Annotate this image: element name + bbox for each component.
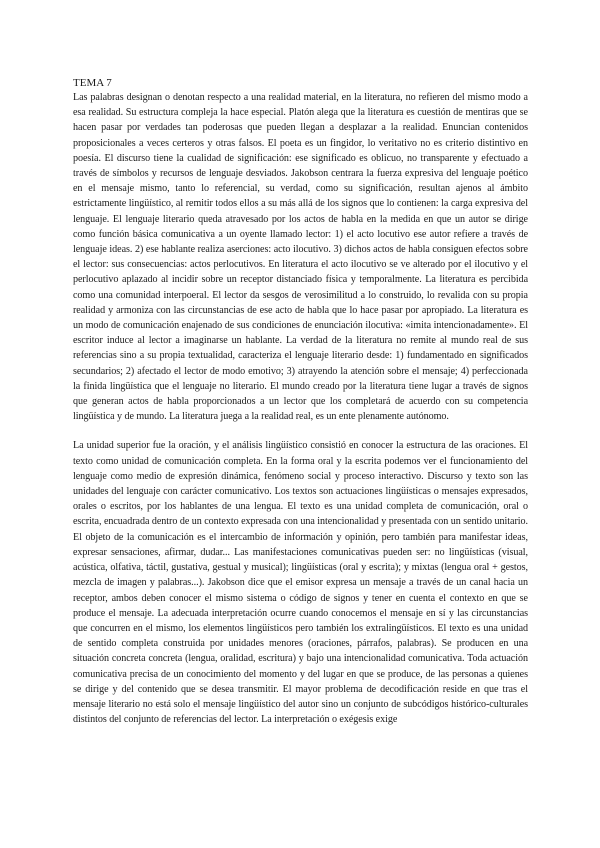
document-title: TEMA 7 xyxy=(73,77,112,89)
paragraph-text-communication: La unidad superior fue la oración, y el análisis lingüístico consistió en conocer la estructura de las oraciones. El texto como unidad de comunicación completa. En la forma oral y la escrita podemos ver el funcionamiento del lenguaje como medio de expresión dinámica, fenómeno social y proceso interactivo. Discurso y texto son las unidades del lenguaje con carácter comunicativo. Los textos son actuaciones lingüísticas o mensajes expresados, orales o escritos, por los hablantes de una lengua. El texto es una unidad completa de comunicación, oral o escrita, encuadrada dentro de un contexto expresada con una intencionalidad y presentada con un sentido unitario. El objeto de la comunicación es el intercambio de información y opinión, pero también para manifestar ideas, expresar sensaciones, afirmar, dudar... Las manifestaciones comunicativas pueden ser: no lingüísticas (visual, acústica, olfativa, táctil, gustativa, gestual y musical); lingüísticas (oral y escrita); y mixtas (lengua oral + gestos, mezcla de imagen y palabras...). Jakobson dice que el emisor expresa un mensaje a través de un canal hacia un receptor, ambos deben conocer el mismo sistema o código de signos y tener en cuenta el contexto en que se produce el mensaje. La adecuada interpretación ocurre cuando conocemos el mensaje en sí y las circunstancias que concurren en el mismo, los elementos lingüísticos pero también los extralingüísticos. El texto es una unidad de sentido completa construida por unidades menores (oraciones, párrafos, palabras). Se producen en una situación concreta concreta (lengua, oralidad, escritura) y bajo una intencionalidad comunicativa. Toda actuación comunicativa precisa de un conocimiento del momento y del lugar en que se produce, de las personas a quienes se dirige y del contenido que se desea transmitir. El mayor problema de decodificación reside en que tras el mensaje literario no está solo el mensaje lingüístico del autor sino un conjunto de subcódigos histórico-culturales distintos del conjunto de referencias del lector. La interpretación o exégesis exige xyxy=(73,440,528,726)
document-body xyxy=(73,76,528,727)
paragraph-literary-language: Las palabras designan o denotan respecto a una realidad material, en la literatura, no refieren del mismo modo a esa realidad. Su estructura compleja la hace especial. Platón alega que la literatura es cuestión de mentiras que se hacen pasar por verdades tan poderosas que pueden llegan a desplazar a la realidad. Enuncian contenidos proposicionales a veces certeros y otras falsos. El poeta es un fingidor, lo veritativo no es criterio distintivo en poesía. El discurso tiene la cualidad de significación: ese significado es oblicuo, no transparente y efectuado a través de símbolos y recursos de lenguaje desviados. Jakobson centrara la fuerza expresiva del lenguaje poético en el mensaje mismo, tanto lo referencial, su verdad, como su significación, resultan ajenos al ámbito estrictamente lingüístico, al remitir todos ellos a su más allá de los signos que lo contienen: la carga expresiva del lenguaje. El lenguaje literario queda atravesado por los actos de habla en la medida en que un autor se dirige como función básica comunicativa a un oyente llamado lector: 1) el acto locutivo ese autor refiere a través de lenguaje ideas. 2) ese hablante realiza aserciones: acto ilocutivo. 3) dichos actos de habla consiguen efectos sobre el lector: sus consecuencias: actos perlocutivos. En literatura el acto ilocutivo se ve alterado por el ilocutivo y el perlocutivo aplazado al incidir sobre un receptor distanciado física y temporalmente. La literatura es percibida como una comunidad interpoeral. El lector da sesgos de verosimilitud a lo construido, lo revalida con su propia realidad y armoniza con las circunstancias de ese acto de habla que lo hace pasar por apropiado. La literatura es un modo de comunicación enajenado de sus condiciones de enunciación ilocutiva: «imita intencionadamente». El escritor induce al lector a imaginarse un hablante. La verdad de la literatura no remite al mundo real de sus referencias sino a su propia textualidad, caracteriza el lenguaje literario desde: 1) fundamentado en significados secundarios; 2) afectado el lector de modo emotivo; 3) atrayendo la atención sobre el mensaje; 4) perfeccionada la finida lingüística que el lenguaje no literario. El mundo creado por la literatura tiene lugar a través de signos que generan actos de habla proporcionados a un lector que los completará de acuerdo con su competencia lingüística y de mundo. La literatura juega a la realidad real, es un ente plenamente autónomo. xyxy=(73,92,528,423)
paragraph-gap xyxy=(73,424,528,438)
